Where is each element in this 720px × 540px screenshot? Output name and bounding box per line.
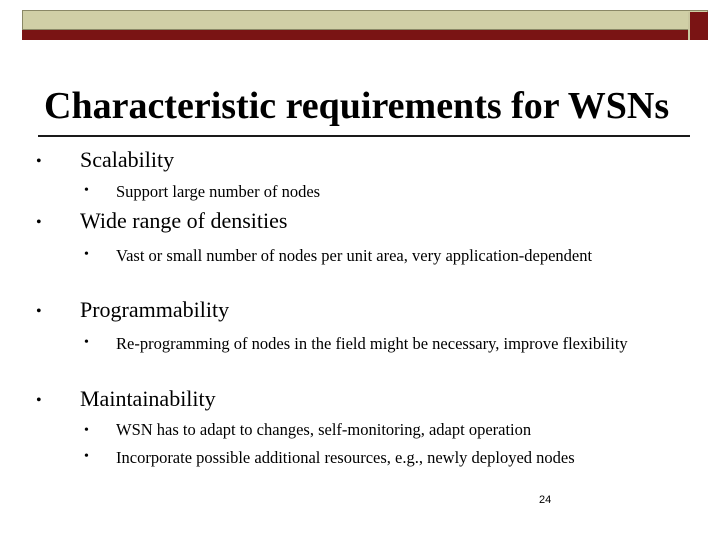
header-bar-light [22, 10, 708, 30]
page-number: 24 [539, 494, 552, 506]
subitem-scalability-1: Support large number of nodes [116, 182, 321, 201]
bullet-densities: • [36, 214, 42, 231]
header-corner-square [688, 12, 708, 40]
item-maintainability: Maintainability [80, 386, 216, 411]
header-bar-dark [22, 30, 708, 40]
title-underline [38, 135, 690, 137]
sub-bullet: • [84, 183, 89, 198]
slide-title: Characteristic requirements for WSNs [44, 85, 670, 127]
bullet-maintainability: • [36, 392, 42, 409]
item-densities: Wide range of densities [80, 208, 288, 233]
sub-bullet: • [84, 423, 89, 438]
subitem-maintainability-1: WSN has to adapt to changes, self-monitoring, adapt operation [116, 420, 532, 439]
subitem-programmability-1: Re-programming of nodes in the field might be necessary, improve flexibility [116, 334, 628, 353]
bullet-scalability: • [36, 153, 42, 170]
sub-bullet: • [84, 247, 89, 262]
item-programmability: Programmability [80, 297, 230, 322]
item-scalability: Scalability [80, 147, 175, 172]
subitem-maintainability-2: Incorporate possible additional resources, e.g., newly deployed nodes [116, 448, 575, 467]
decorative-header-bar [22, 10, 708, 40]
bullet-programmability: • [36, 303, 42, 320]
sub-bullet: • [84, 449, 89, 464]
subitem-densities-1: Vast or small number of nodes per unit area, very application-dependent [116, 246, 593, 265]
sub-bullet: • [84, 335, 89, 350]
